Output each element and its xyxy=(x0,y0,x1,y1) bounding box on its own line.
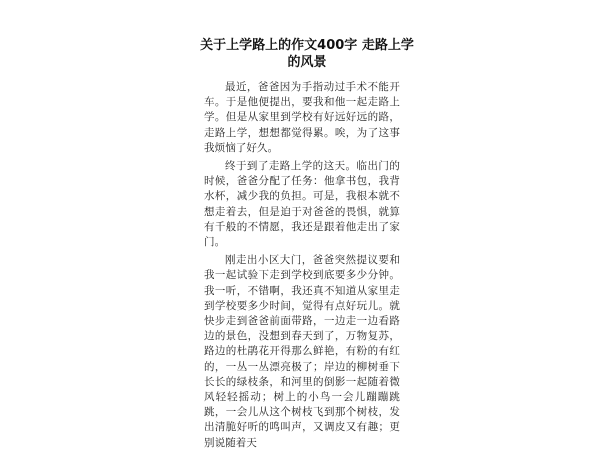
article-body xyxy=(204,80,400,454)
paragraph-2: 终于到了走路上学的这天。临出门的时候，爸爸分配了任务：他拿书包，我背水杯，减少我的负担。可是，我根本就不想走着去，但是迫于对爸爸的畏惧，就算有千般的不情愿，我还是跟着他走出了家门。 xyxy=(204,160,400,249)
article-title: 关于上学路上的作文400字 走路上学的风景 xyxy=(200,38,414,70)
paragraph-1: 最近，爸爸因为手指动过手术不能开车。于是他便提出，要我和他一起走路上学。但是从家里到学校有好远好远的路，走路上学，想想都觉得累。唉，为了这事我烦恼了好久。 xyxy=(204,81,400,154)
paragraph-3: 刚走出小区大门，爸爸突然提议要和我一起试验下走到学校到底要多少分钟。我一听，不错啊，我还真不知道从家里走到学校要多少时间，觉得有点好玩儿。就快步走到爸爸前面带路，一边走一边看路边的景色，没想到春天到了，万物复苏，路边的杜鹃花开得那么鲜艳，有粉的有红的，一丛一丛漂亮极了；岸边的柳树垂下长长的绿枝条，和河里的倒影一起随着微风轻轻摇动；树上的小鸟一会儿蹦蹦跳跳，一会儿从这个树枝飞到那个树枝，发出清脆好听的鸣叫声，又调皮又有趣；更别说随着天 xyxy=(204,254,400,449)
